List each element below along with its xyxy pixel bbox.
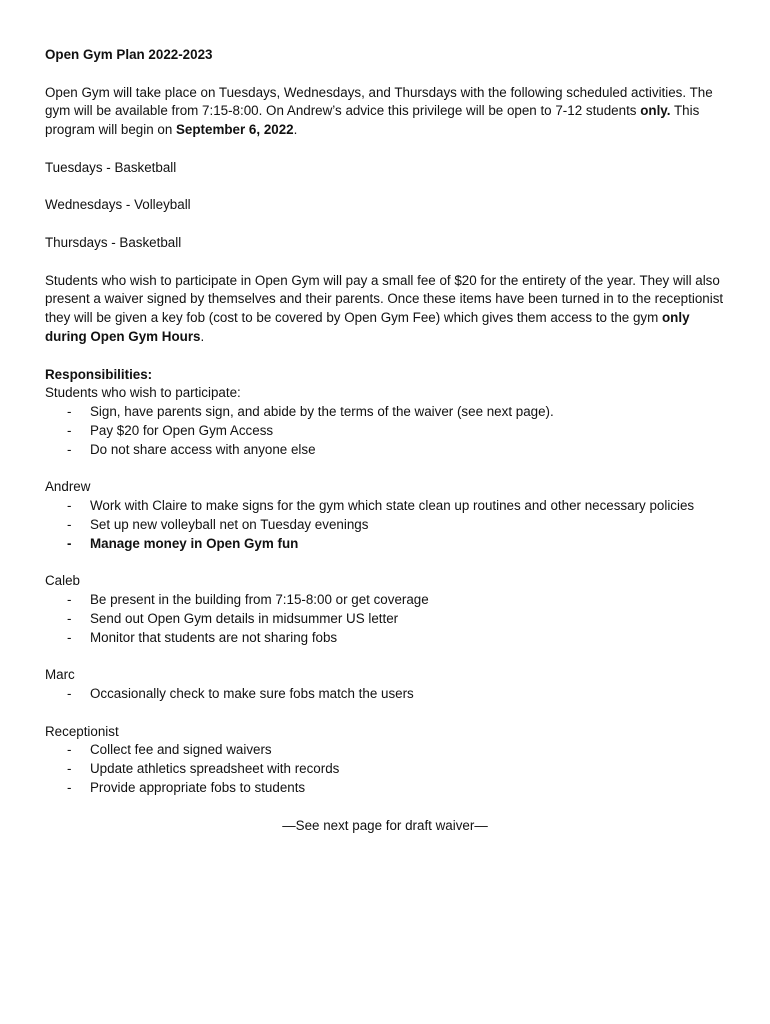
list-item bbox=[45, 629, 730, 648]
marc-task-list bbox=[45, 685, 730, 704]
responsibilities-heading: Responsibilities: bbox=[45, 366, 153, 382]
intro-text-2: This program will begin on bbox=[45, 103, 700, 138]
list-item-text: Manage money in Open Gym fun bbox=[90, 535, 299, 551]
list-item-text: Occasionally check to make sure fobs match the users bbox=[90, 686, 414, 702]
group-receptionist-name: Receptionist bbox=[45, 723, 119, 739]
list-item bbox=[45, 760, 730, 779]
students-task-list bbox=[45, 403, 730, 459]
list-item-text: Work with Claire to make signs for the gym which state clean up routines and other necessary policies bbox=[90, 498, 695, 514]
fee-text-2: . bbox=[200, 328, 205, 344]
footer-note: —See next page for draft waiver— bbox=[282, 817, 488, 833]
list-item bbox=[45, 403, 730, 422]
list-item bbox=[45, 685, 730, 704]
dash-bullet: - bbox=[67, 610, 72, 626]
list-item-text: Do not share access with anyone else bbox=[90, 441, 316, 457]
intro-bold-only: only. bbox=[640, 103, 671, 119]
dash-bullet: - bbox=[67, 422, 72, 438]
intro-start-date: September 6, 2022 bbox=[176, 122, 294, 138]
dash-bullet: - bbox=[67, 441, 72, 457]
list-item bbox=[45, 422, 730, 441]
list-item bbox=[45, 516, 730, 535]
list-item-text: Be present in the building from 7:15-8:00 or get coverage bbox=[90, 592, 429, 608]
dash-bullet: - bbox=[67, 629, 72, 645]
dash-bullet: - bbox=[67, 742, 72, 758]
group-andrew-name: Andrew bbox=[45, 479, 91, 495]
schedule-tuesday: Tuesdays - Basketball bbox=[45, 159, 177, 175]
list-item-text: Sign, have parents sign, and abide by the terms of the waiver (see next page). bbox=[90, 404, 554, 420]
list-item bbox=[45, 535, 730, 554]
intro-paragraph bbox=[45, 84, 730, 140]
dash-bullet: - bbox=[67, 404, 72, 420]
document-title: Open Gym Plan 2022-2023 bbox=[45, 47, 213, 62]
dash-bullet: - bbox=[67, 780, 72, 796]
schedule-thursday: Thursdays - Basketball bbox=[45, 234, 182, 250]
dash-bullet: - bbox=[67, 535, 72, 551]
andrew-task-list bbox=[45, 497, 730, 553]
schedule-wednesday: Wednesdays - Volleyball bbox=[45, 197, 191, 213]
fee-bold-hours: only during Open Gym Hours bbox=[45, 310, 690, 344]
list-item-text: Provide appropriate fobs to students bbox=[90, 780, 306, 796]
list-item bbox=[45, 591, 730, 610]
dash-bullet: - bbox=[67, 761, 72, 777]
list-item bbox=[45, 610, 730, 629]
list-item bbox=[45, 779, 730, 798]
dash-bullet: - bbox=[67, 686, 72, 702]
caleb-task-list bbox=[45, 591, 730, 647]
dash-bullet: - bbox=[67, 592, 72, 608]
intro-text-3: . bbox=[293, 122, 298, 138]
fee-text-1: Students who wish to participate in Open Gym will pay a small fee of $20 for the entirety of the year. They will also present a waiver signed by themselves and their parents. Once these items have been turned in to the receptionist they will be given a key fob (cost to be covered by Open Gym Fee) which gives them access to the gym bbox=[45, 272, 724, 326]
list-item bbox=[45, 441, 730, 460]
list-item-text: Set up new volleyball net on Tuesday evenings bbox=[90, 516, 369, 532]
receptionist-task-list bbox=[45, 741, 730, 797]
list-item-text: Monitor that students are not sharing fobs bbox=[90, 629, 338, 645]
fee-paragraph bbox=[45, 272, 730, 347]
dash-bullet: - bbox=[67, 498, 72, 514]
group-marc-name: Marc bbox=[45, 667, 75, 683]
group-students-name: Students who wish to participate: bbox=[45, 385, 241, 401]
list-item-text: Update athletics spreadsheet with records bbox=[90, 761, 340, 777]
group-caleb-name: Caleb bbox=[45, 573, 80, 589]
dash-bullet: - bbox=[67, 516, 72, 532]
list-item bbox=[45, 741, 730, 760]
list-item-text: Send out Open Gym details in midsummer US letter bbox=[90, 610, 399, 626]
list-item bbox=[45, 497, 730, 516]
intro-text-1: Open Gym will take place on Tuesdays, Wednesdays, and Thursdays with the following scheduled activities. The gym will be available from 7:15-8:00. On Andrew’s advice this privilege will be open to 7-12 students bbox=[45, 84, 713, 119]
list-item-text: Collect fee and signed waivers bbox=[90, 742, 272, 758]
list-item-text: Pay $20 for Open Gym Access bbox=[90, 422, 274, 438]
